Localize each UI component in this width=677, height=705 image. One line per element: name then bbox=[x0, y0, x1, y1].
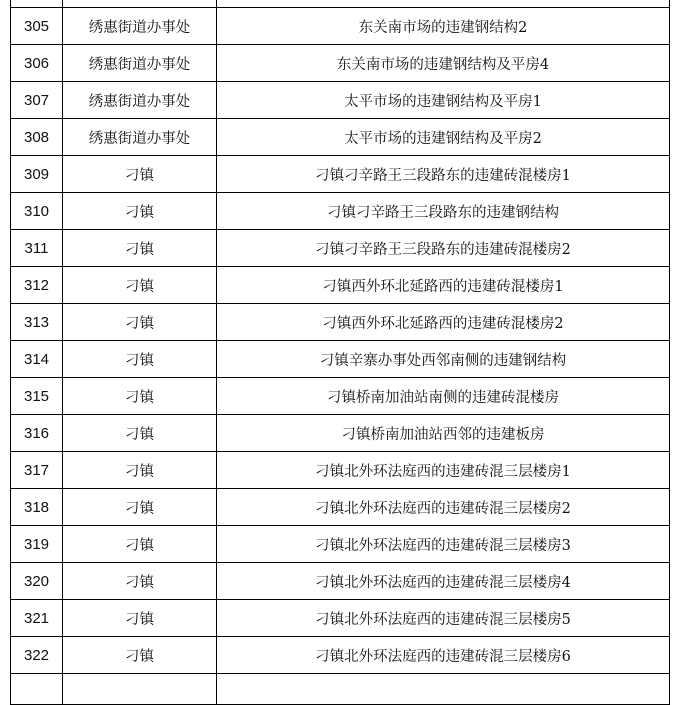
unit-cell: 刁镇 bbox=[63, 563, 217, 600]
table-row-bottom-partial bbox=[11, 674, 670, 705]
row-number-cell: 311 bbox=[11, 230, 63, 267]
project-name-cell: 刁镇北外环法庭西的违建砖混三层楼房1 bbox=[217, 452, 670, 489]
row-number-cell: 310 bbox=[11, 193, 63, 230]
project-name-cell: 东关南市场的违建钢结构2 bbox=[217, 8, 670, 45]
table-row bbox=[11, 156, 670, 193]
row-number-cell: 312 bbox=[11, 267, 63, 304]
unit-cell: 刁镇 bbox=[63, 526, 217, 563]
row-number-cell: 319 bbox=[11, 526, 63, 563]
cell-spacer bbox=[11, 0, 63, 8]
table-row bbox=[11, 600, 670, 637]
unit-cell: 刁镇 bbox=[63, 156, 217, 193]
row-number-cell: 305 bbox=[11, 8, 63, 45]
project-name-cell: 刁镇北外环法庭西的违建砖混三层楼房5 bbox=[217, 600, 670, 637]
project-name-cell: 刁镇北外环法庭西的违建砖混三层楼房4 bbox=[217, 563, 670, 600]
table-row bbox=[11, 304, 670, 341]
table-row bbox=[11, 341, 670, 378]
cell-spacer bbox=[63, 0, 217, 8]
project-name-cell: 刁镇北外环法庭西的违建砖混三层楼房3 bbox=[217, 526, 670, 563]
table-row bbox=[11, 452, 670, 489]
violation-table bbox=[10, 0, 670, 705]
table-row bbox=[11, 637, 670, 674]
table-row-top-partial bbox=[11, 0, 670, 8]
unit-cell: 刁镇 bbox=[63, 267, 217, 304]
cell-spacer bbox=[63, 674, 217, 705]
project-name-cell: 刁镇桥南加油站西邻的违建板房 bbox=[217, 415, 670, 452]
unit-cell: 刁镇 bbox=[63, 489, 217, 526]
project-name-cell: 太平市场的违建钢结构及平房2 bbox=[217, 119, 670, 156]
unit-cell: 刁镇 bbox=[63, 637, 217, 674]
unit-cell: 刁镇 bbox=[63, 415, 217, 452]
row-number-cell: 321 bbox=[11, 600, 63, 637]
row-number-cell: 314 bbox=[11, 341, 63, 378]
unit-cell: 刁镇 bbox=[63, 452, 217, 489]
cell-spacer bbox=[217, 0, 670, 8]
row-number-cell: 306 bbox=[11, 45, 63, 82]
unit-cell: 刁镇 bbox=[63, 193, 217, 230]
project-name-cell: 东关南市场的违建钢结构及平房4 bbox=[217, 45, 670, 82]
table-row bbox=[11, 119, 670, 156]
project-name-cell: 刁镇北外环法庭西的违建砖混三层楼房6 bbox=[217, 637, 670, 674]
row-number-cell: 316 bbox=[11, 415, 63, 452]
row-number-cell: 317 bbox=[11, 452, 63, 489]
unit-cell: 绣惠街道办事处 bbox=[63, 119, 217, 156]
table-row bbox=[11, 415, 670, 452]
table-row bbox=[11, 193, 670, 230]
unit-cell: 绣惠街道办事处 bbox=[63, 8, 217, 45]
unit-cell: 刁镇 bbox=[63, 304, 217, 341]
table-row bbox=[11, 45, 670, 82]
project-name-cell: 刁镇辛寨办事处西邻南侧的违建钢结构 bbox=[217, 341, 670, 378]
unit-cell: 刁镇 bbox=[63, 341, 217, 378]
project-name-cell: 刁镇北外环法庭西的违建砖混三层楼房2 bbox=[217, 489, 670, 526]
cell-spacer bbox=[11, 674, 63, 705]
table-row bbox=[11, 8, 670, 45]
row-number-cell: 313 bbox=[11, 304, 63, 341]
row-number-cell: 307 bbox=[11, 82, 63, 119]
project-name-cell: 刁镇刁辛路王三段路东的违建砖混楼房2 bbox=[217, 230, 670, 267]
unit-cell: 刁镇 bbox=[63, 378, 217, 415]
project-name-cell: 刁镇西外环北延路西的违建砖混楼房1 bbox=[217, 267, 670, 304]
table-row bbox=[11, 82, 670, 119]
unit-cell: 绣惠街道办事处 bbox=[63, 45, 217, 82]
row-number-cell: 320 bbox=[11, 563, 63, 600]
row-number-cell: 318 bbox=[11, 489, 63, 526]
table-row bbox=[11, 267, 670, 304]
cell-spacer bbox=[217, 674, 670, 705]
project-name-cell: 刁镇刁辛路王三段路东的违建砖混楼房1 bbox=[217, 156, 670, 193]
table-row bbox=[11, 563, 670, 600]
project-name-cell: 刁镇西外环北延路西的违建砖混楼房2 bbox=[217, 304, 670, 341]
table-body bbox=[11, 0, 670, 705]
row-number-cell: 308 bbox=[11, 119, 63, 156]
project-name-cell: 太平市场的违建钢结构及平房1 bbox=[217, 82, 670, 119]
table-row bbox=[11, 378, 670, 415]
table-row bbox=[11, 489, 670, 526]
table-row bbox=[11, 230, 670, 267]
unit-cell: 刁镇 bbox=[63, 230, 217, 267]
row-number-cell: 322 bbox=[11, 637, 63, 674]
unit-cell: 绣惠街道办事处 bbox=[63, 82, 217, 119]
unit-cell: 刁镇 bbox=[63, 600, 217, 637]
project-name-cell: 刁镇桥南加油站南侧的违建砖混楼房 bbox=[217, 378, 670, 415]
row-number-cell: 315 bbox=[11, 378, 63, 415]
row-number-cell: 309 bbox=[11, 156, 63, 193]
project-name-cell: 刁镇刁辛路王三段路东的违建钢结构 bbox=[217, 193, 670, 230]
table-row bbox=[11, 526, 670, 563]
